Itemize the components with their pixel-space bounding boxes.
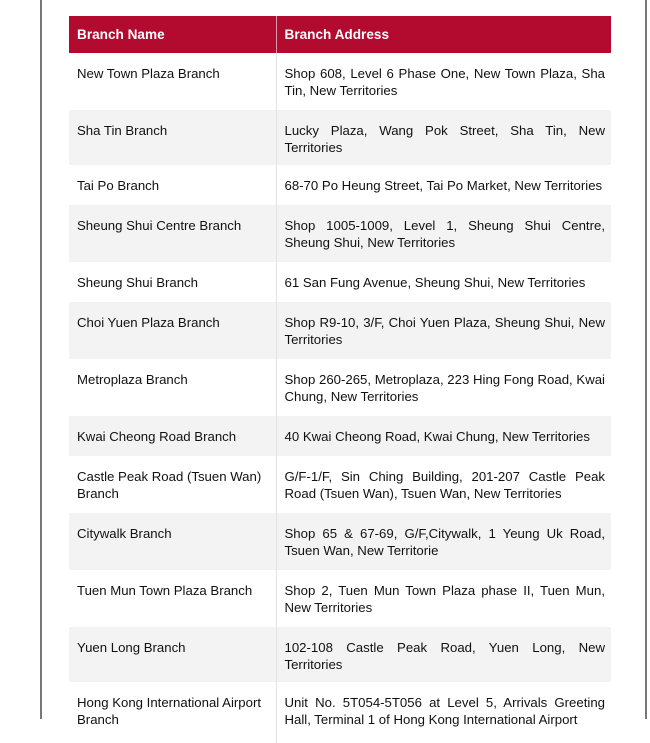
table-row — [69, 205, 611, 262]
table-row — [69, 53, 611, 110]
branch-address-cell: Shop R9-10, 3/F, Choi Yuen Plaza, Sheung Shui, New Territories — [276, 302, 611, 359]
branch-name-cell: Yuen Long Branch — [69, 627, 276, 682]
column-header-branch-name: Branch Name — [69, 16, 276, 53]
branch-name-cell: Tuen Mun Town Plaza Branch — [69, 570, 276, 627]
table-row — [69, 570, 611, 627]
branch-address-cell: Shop 608, Level 6 Phase One, New Town Plaza, Sha Tin, New Territories — [276, 53, 611, 110]
table-row — [69, 416, 611, 456]
column-header-branch-address: Branch Address — [276, 16, 611, 53]
branch-address-cell: Shop 65 & 67-69, G/F,Citywalk, 1 Yeung Uk Road, Tsuen Wan, New Territorie — [276, 513, 611, 570]
branch-address-cell: Unit No. 5T054-5T056 at Level 5, Arrivals Greeting Hall, Terminal 1 of Hong Kong International Airport — [276, 682, 611, 743]
branch-address-cell: 102-108 Castle Peak Road, Yuen Long, New Territories — [276, 627, 611, 682]
branch-address-cell: Shop 260-265, Metroplaza, 223 Hing Fong Road, Kwai Chung, New Territories — [276, 359, 611, 416]
branch-table — [69, 16, 611, 743]
branch-address-cell: Shop 2, Tuen Mun Town Plaza phase II, Tuen Mun, New Territories — [276, 570, 611, 627]
table-header-row — [69, 16, 611, 53]
branch-name-cell: Metroplaza Branch — [69, 359, 276, 416]
branch-address-cell: 68-70 Po Heung Street, Tai Po Market, New Territories — [276, 165, 611, 205]
branch-name-cell: Sha Tin Branch — [69, 110, 276, 165]
branch-address-cell: 40 Kwai Cheong Road, Kwai Chung, New Territories — [276, 416, 611, 456]
branch-address-cell: Lucky Plaza, Wang Pok Street, Sha Tin, New Territories — [276, 110, 611, 165]
branch-name-cell: Choi Yuen Plaza Branch — [69, 302, 276, 359]
table-row — [69, 456, 611, 513]
branch-address-cell: G/F-1/F, Sin Ching Building, 201-207 Castle Peak Road (Tsuen Wan), Tsuen Wan, New Territories — [276, 456, 611, 513]
table-row — [69, 165, 611, 205]
branch-name-cell: Sheung Shui Centre Branch — [69, 205, 276, 262]
page-border-left — [40, 0, 42, 719]
branch-name-cell: Sheung Shui Branch — [69, 262, 276, 302]
branch-address-cell: Shop 1005-1009, Level 1, Sheung Shui Centre, Sheung Shui, New Territories — [276, 205, 611, 262]
branch-name-cell: New Town Plaza Branch — [69, 53, 276, 110]
branch-name-cell: Castle Peak Road (Tsuen Wan) Branch — [69, 456, 276, 513]
branch-address-cell: 61 San Fung Avenue, Sheung Shui, New Territories — [276, 262, 611, 302]
page-border-right — [645, 0, 647, 719]
table-row — [69, 262, 611, 302]
table-row — [69, 513, 611, 570]
branch-name-cell: Citywalk Branch — [69, 513, 276, 570]
branch-name-cell: Hong Kong International Airport Branch — [69, 682, 276, 743]
table-row — [69, 359, 611, 416]
table-row — [69, 627, 611, 682]
branch-name-cell: Tai Po Branch — [69, 165, 276, 205]
table-row — [69, 302, 611, 359]
table-row — [69, 682, 611, 743]
branch-name-cell: Kwai Cheong Road Branch — [69, 416, 276, 456]
table-row — [69, 110, 611, 165]
